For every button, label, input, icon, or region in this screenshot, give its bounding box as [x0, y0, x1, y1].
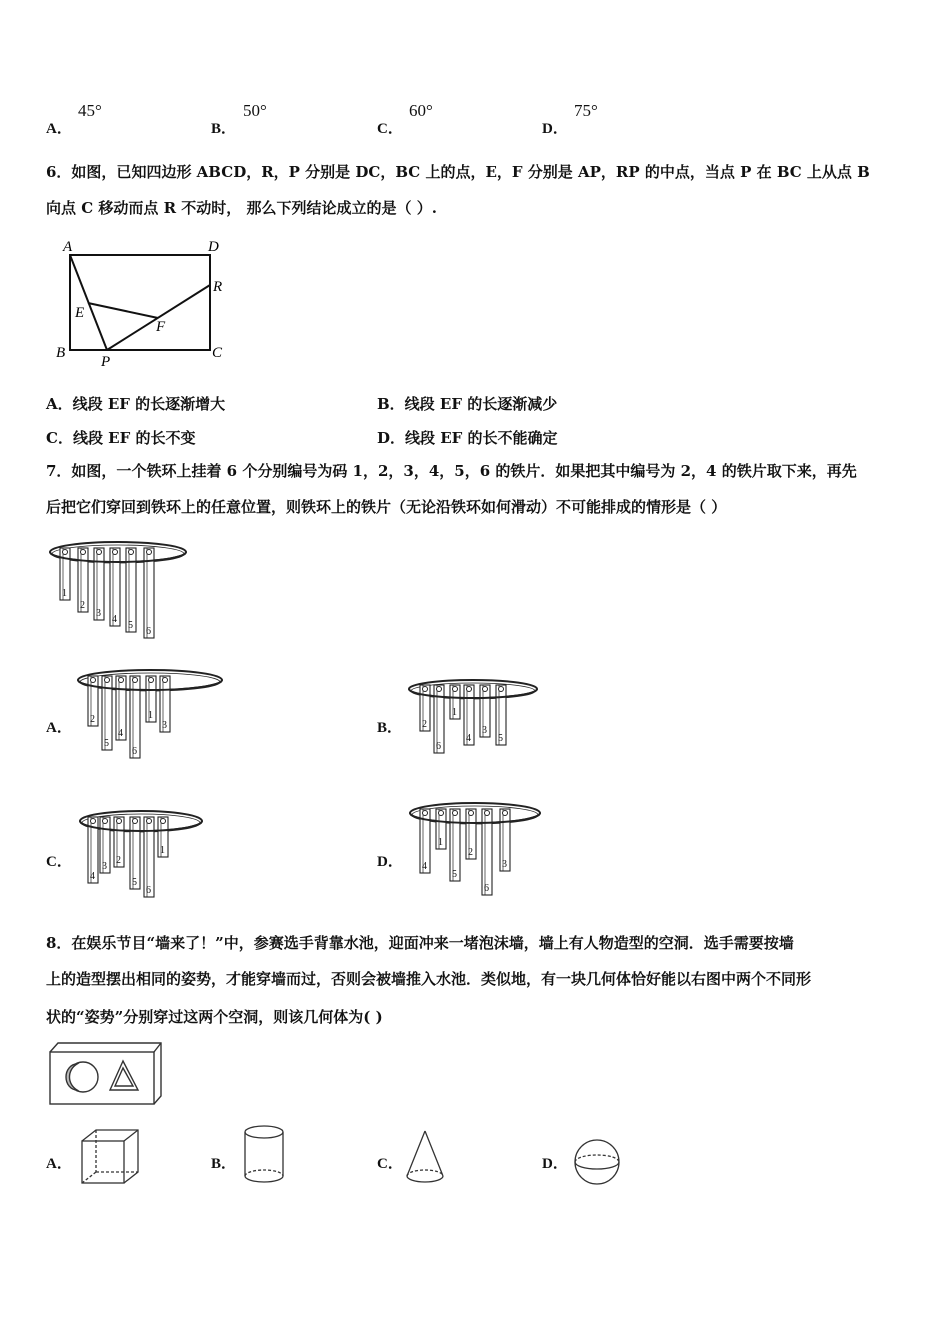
- iron-tag: [114, 817, 124, 867]
- q7-option-c-figure: [78, 805, 206, 897]
- iron-tag-number: 2: [116, 855, 121, 866]
- q7-stem-line-1: 7．如图，一个铁环上挂着 6 个分别编号为码 1，2，3，4，5，6 的铁片．如果把其中编号为 2，4 的铁片取下来，再先: [46, 462, 857, 480]
- iron-tag-number: 6: [146, 626, 151, 637]
- iron-tag-number: 6: [484, 883, 489, 894]
- q8-stem-line-2: 上的造型摆出相同的姿势，才能穿墙而过，否则会被墙推入水池．类似地，有一块几何体恰好能以右图中两个不同形: [46, 970, 812, 988]
- iron-tag: [60, 548, 70, 600]
- q6-label-f: F: [156, 319, 166, 335]
- q8-option-a-letter: A．: [46, 1156, 72, 1172]
- iron-tag: [144, 817, 154, 897]
- q5-option-c-letter: C．: [377, 121, 403, 137]
- iron-tag-number: 1: [160, 845, 165, 856]
- iron-tag: [130, 676, 140, 758]
- iron-tag: [110, 548, 120, 626]
- iron-tag-number: 5: [132, 877, 137, 888]
- q5-option-d-letter: D．: [542, 121, 568, 137]
- q6-label-e: E: [75, 305, 85, 321]
- q6-label-c: C: [212, 345, 223, 361]
- q7-option-a-figure: [76, 664, 226, 759]
- q7-option-d-letter: D．: [377, 854, 403, 870]
- iron-tag: [94, 548, 104, 620]
- iron-tag: [88, 676, 98, 726]
- iron-tag: [466, 809, 476, 859]
- q8-stem-line-3: 状的“姿势”分别穿过这两个空洞，则该几何体为( ): [46, 1008, 383, 1026]
- q6-option-b: B．线段 EF 的长逐渐减少: [377, 395, 558, 413]
- q8-option-c-letter: C．: [377, 1156, 403, 1172]
- iron-tag-number: 1: [438, 837, 443, 848]
- q5-option-d-value: 75°: [574, 101, 598, 120]
- q5-option-b-value: 50°: [243, 101, 267, 120]
- iron-tag-number: 5: [498, 733, 503, 744]
- iron-tag-number: 2: [468, 847, 473, 858]
- iron-tag: [480, 685, 490, 737]
- iron-tag: [450, 685, 460, 719]
- q6-segment-ef: [88, 303, 158, 318]
- iron-tag: [450, 809, 460, 881]
- iron-tag-number: 4: [112, 614, 117, 625]
- q6-stem-line-2: 向点 C 移动而点 R 不动时， 那么下列结论成立的是（ ）.: [46, 199, 437, 217]
- iron-tag: [160, 676, 170, 732]
- iron-tag-number: 3: [502, 859, 507, 870]
- iron-tag: [496, 685, 506, 745]
- q6-option-a: A．线段 EF 的长逐渐增大: [46, 395, 226, 413]
- q6-segment-rp: [107, 285, 210, 350]
- iron-tag-number: 2: [80, 600, 85, 611]
- iron-tag-number: 3: [162, 720, 167, 731]
- iron-tag: [420, 685, 430, 731]
- iron-tag-number: 2: [422, 719, 427, 730]
- iron-tag: [116, 676, 126, 740]
- q5-option-a-value: 45°: [78, 101, 102, 120]
- iron-tag-number: 4: [90, 871, 95, 882]
- q8-stem-line-1: 8．在娱乐节目“墙来了！”中，参赛选手背靠水池，迎面冲来一堵泡沫墙，墙上有人物造型的空洞．选手需要按墙: [46, 934, 794, 952]
- q8-option-b-letter: B．: [211, 1156, 237, 1172]
- iron-tag-number: 1: [62, 588, 67, 599]
- iron-tag-number: 4: [118, 728, 123, 739]
- q7-option-a-letter: A．: [46, 720, 72, 736]
- q7-option-b-letter: B．: [377, 720, 403, 736]
- q6-label-r: R: [213, 279, 223, 295]
- iron-tag-number: 5: [128, 620, 133, 631]
- iron-tag-number: 6: [146, 885, 151, 896]
- q5-option-a-letter: A．: [46, 121, 72, 137]
- q6-stem-line-1: 6．如图，已知四边形 ABCD，R，P 分别是 DC，BC 上的点，E，F 分别是 AP，RP 的中点，当点 P 在 BC 上从点 B: [46, 163, 870, 181]
- q8-option-b-cylinder-figure: [240, 1122, 288, 1186]
- q7-option-d-figure: [408, 797, 543, 897]
- q6-option-d: D．线段 EF 的长不能确定: [377, 429, 558, 447]
- q8-option-d-letter: D．: [542, 1156, 568, 1172]
- iron-tag-number: 6: [132, 746, 137, 757]
- iron-tag-number: 4: [466, 733, 471, 744]
- iron-tag: [158, 817, 168, 857]
- q6-option-c: C．线段 EF 的长不变: [46, 429, 196, 447]
- q8-option-a-cube-figure: [78, 1126, 142, 1186]
- iron-tag: [78, 548, 88, 612]
- iron-tag: [130, 817, 140, 889]
- iron-tag-number: 5: [104, 738, 109, 749]
- iron-tag-number: 1: [452, 707, 457, 718]
- iron-tag-number: 2: [90, 714, 95, 725]
- q8-option-d-sphere-figure: [572, 1138, 622, 1186]
- iron-tag: [500, 809, 510, 871]
- iron-tag-number: 3: [96, 608, 101, 619]
- q5-option-c-value: 60°: [409, 101, 433, 120]
- iron-tag-number: 3: [482, 725, 487, 736]
- q6-label-d: D: [208, 239, 219, 255]
- q8-option-c-cone-figure: [404, 1128, 446, 1186]
- q7-main-ring-figure: [48, 536, 190, 641]
- iron-tag-number: 3: [102, 861, 107, 872]
- q5-option-b-letter: B．: [211, 121, 237, 137]
- q8-wall-figure: [46, 1040, 164, 1108]
- iron-tag-number: 4: [422, 861, 427, 872]
- iron-tag: [436, 809, 446, 849]
- iron-tag-number: 5: [452, 869, 457, 880]
- iron-tag: [100, 817, 110, 873]
- iron-tag: [126, 548, 136, 632]
- q6-label-p: P: [101, 354, 111, 370]
- iron-tag: [464, 685, 474, 745]
- q7-option-c-letter: C．: [46, 854, 72, 870]
- q7-stem-line-2: 后把它们穿回到铁环上的任意位置，则铁环上的铁片（无论沿铁环如何滑动）不可能排成的情形是（ ）: [46, 498, 727, 516]
- iron-tag: [146, 676, 156, 722]
- q6-figure: [50, 235, 240, 370]
- iron-tag: [434, 685, 444, 753]
- q6-label-a: A: [63, 239, 73, 255]
- q7-option-b-figure: [406, 676, 541, 758]
- q6-label-b: B: [56, 345, 66, 361]
- q6-rectangle-abcd: [70, 255, 210, 350]
- iron-tag-number: 6: [436, 741, 441, 752]
- iron-tag-number: 1: [148, 710, 153, 721]
